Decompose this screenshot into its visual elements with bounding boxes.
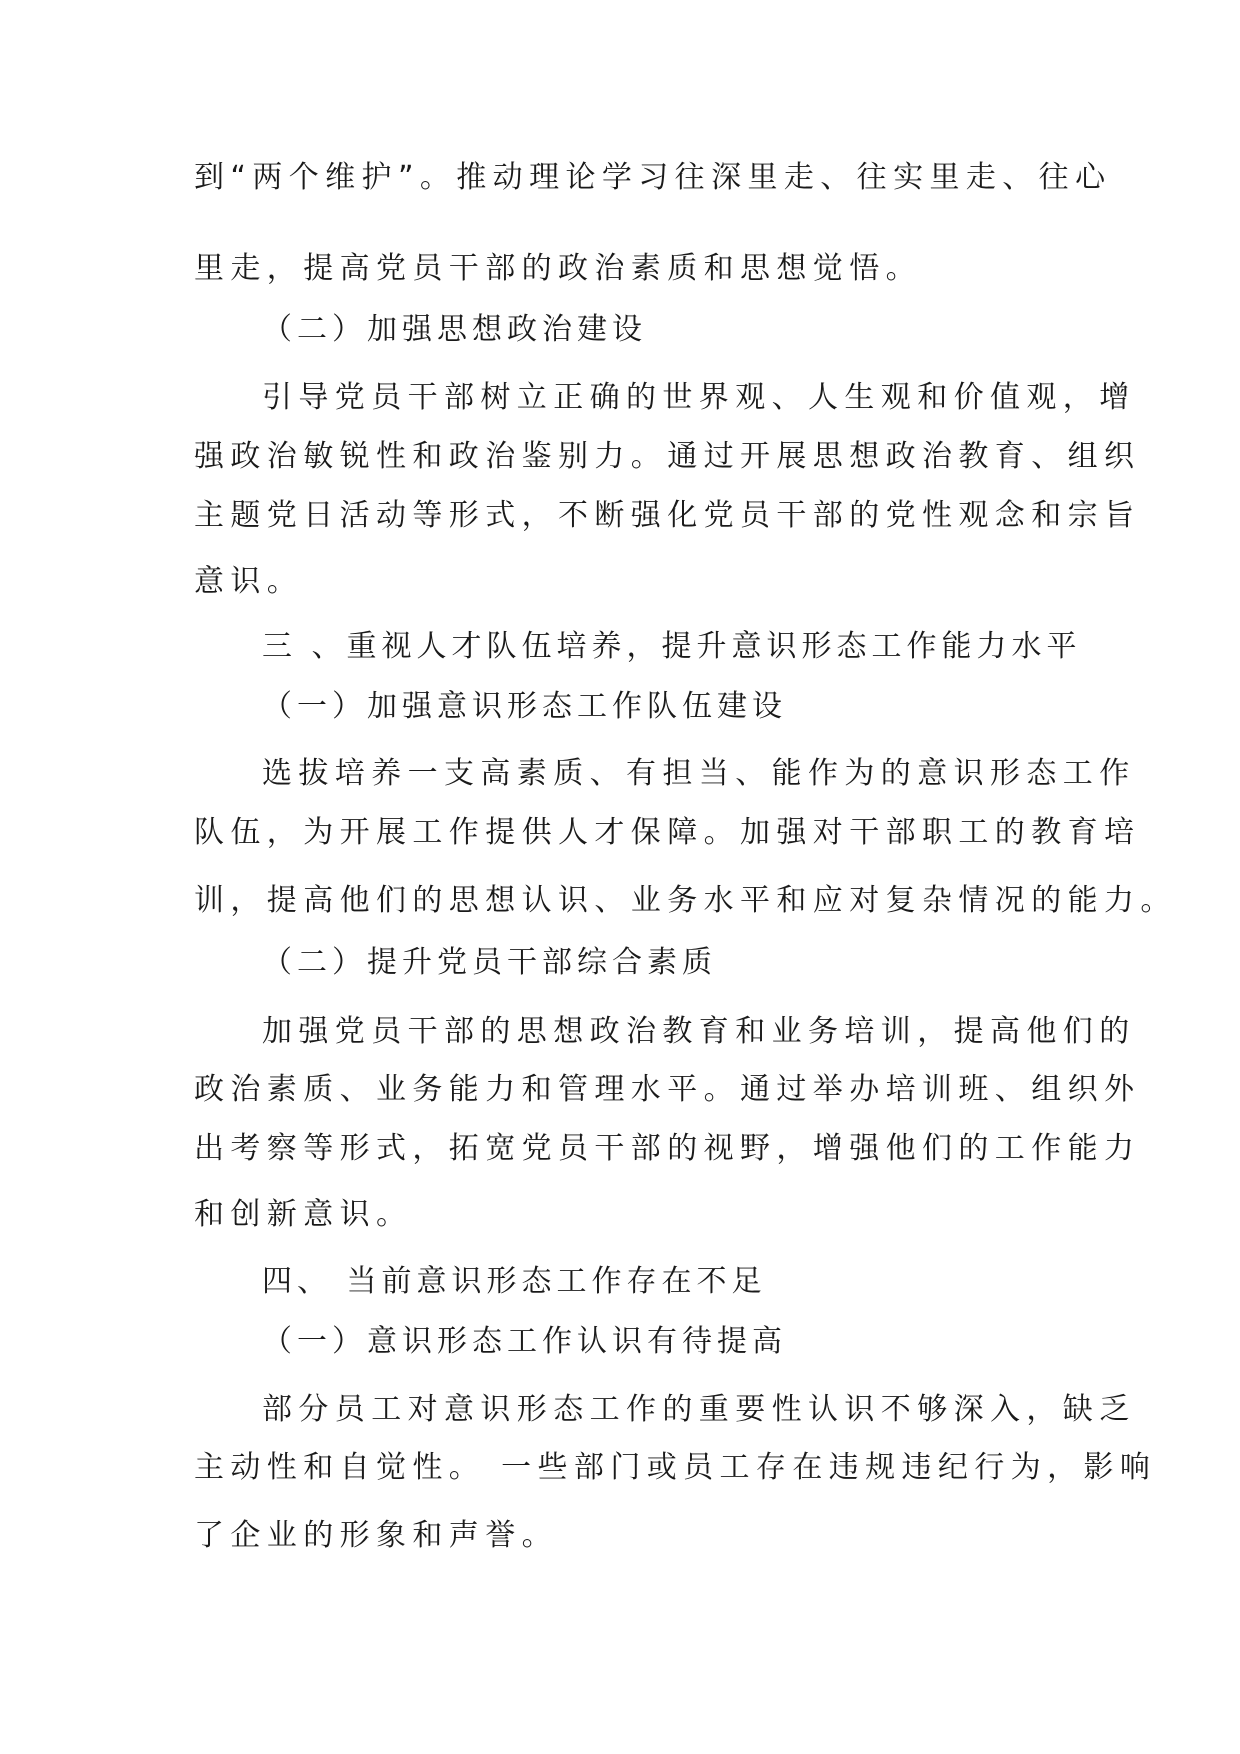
chapter-heading: 三 、重视人才队伍培养，提升意识形态工作能力水平: [262, 629, 1082, 664]
chapter-heading: 四、 当前意识形态工作存在不足: [262, 1264, 767, 1299]
section-heading: （二）加强思想政治建设: [262, 312, 647, 347]
body-line: 强政治敏锐性和政治鉴别力。通过开展思想政治教育、组织: [194, 439, 1141, 474]
body-line: 意识。: [194, 564, 304, 599]
body-line: 主动性和自觉性。 一些部门或员工存在违规违纪行为，影响: [194, 1450, 1157, 1485]
body-line: 选拔培养一支高素质、有担当、能作为的意识形态工作: [262, 756, 1136, 791]
body-line: 训，提高他们的思想认识、业务水平和应对复杂情况的能力。: [194, 883, 1177, 918]
body-line: 政治素质、业务能力和管理水平。通过举办培训班、组织外: [194, 1072, 1141, 1107]
body-line: 主题党日活动等形式，不断强化党员干部的党性观念和宗旨: [194, 498, 1141, 533]
body-line: 引导党员干部树立正确的世界观、人生观和价值观，增: [262, 380, 1136, 415]
section-heading: （一）加强意识形态工作队伍建设: [262, 689, 787, 724]
body-line: 部分员工对意识形态工作的重要性认识不够深入，缺乏: [262, 1392, 1136, 1427]
body-line: 里走，提高党员干部的政治素质和思想觉悟。: [194, 251, 922, 286]
section-heading: （一）意识形态工作认识有待提高: [262, 1324, 787, 1359]
section-heading: （二）提升党员干部综合素质: [262, 945, 717, 980]
body-line: 加强党员干部的思想政治教育和业务培训，提高他们的: [262, 1014, 1136, 1049]
body-line: 到“两个维护”。推动理论学习往深里走、往实里走、往心: [194, 160, 1112, 195]
body-line: 和创新意识。: [194, 1197, 413, 1232]
body-line: 出考察等形式，拓宽党员干部的视野，增强他们的工作能力: [194, 1131, 1141, 1166]
body-line: 了企业的形象和声誉。: [194, 1518, 558, 1553]
body-line: 队伍，为开展工作提供人才保障。加强对干部职工的教育培: [194, 815, 1141, 850]
